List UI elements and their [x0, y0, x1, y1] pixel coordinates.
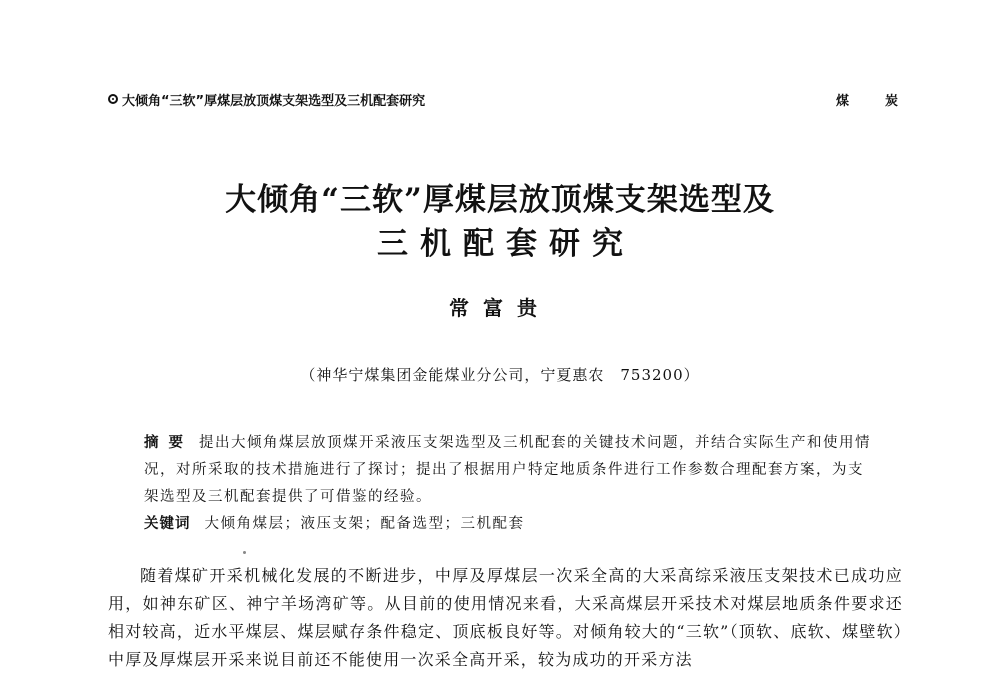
title-line-1: 大倾角“三软”厚煤层放顶煤支架选型及 — [225, 182, 775, 218]
author-affiliation: （神华宁煤集团金能煤业分公司，宁夏惠农 753200） — [300, 366, 700, 384]
journal-name: 煤炭 — [835, 93, 934, 109]
abstract — [144, 430, 874, 511]
running-header — [108, 88, 934, 110]
keywords-label: 关键词 — [144, 516, 191, 532]
keywords — [144, 511, 874, 538]
title-line-2: 三机配套研究 — [377, 226, 635, 262]
abstract-text: 提出大倾角煤层放顶煤开采液压支架选型及三机配套的关键技术问题，并结合实际生产和使用情况，对所采取的技术措施进行了探讨；提出了根据用户特定地质条件进行工作参数合理配套方案，为支架选型及三机配套提供了可借鉴的经验。 — [144, 435, 871, 505]
body-paragraph: 随着煤矿开采机械化发展的不断进步，中厚及厚煤层一次采全高的大采高综采液压支架技术已成功应用，如神东矿区、神宁羊场湾矿等。从目前的使用情况来看，大采高煤层开采技术对煤层地质条件要求还相对较高，近水平煤层、煤层赋存条件稳定、顶底板良好等。对倾角较大的“三软”（顶软、底软、煤壁软）中厚及厚煤层开采来说目前还不能使用一次采全高开采，较为成功的开采方法 — [108, 566, 903, 669]
paper-title — [100, 178, 900, 266]
keywords-text: 大倾角煤层；液压支架；配备选型；三机配套 — [204, 516, 525, 532]
bullet-circle-icon — [108, 94, 118, 104]
author-name: 常富贵 — [449, 296, 551, 320]
running-header-title: 大倾角“三软”厚煤层放顶煤支架选型及三机配套研究 — [122, 93, 426, 109]
abstract-label: 摘要 — [144, 435, 193, 451]
running-header-left — [108, 90, 425, 109]
stray-dot — [243, 551, 246, 554]
